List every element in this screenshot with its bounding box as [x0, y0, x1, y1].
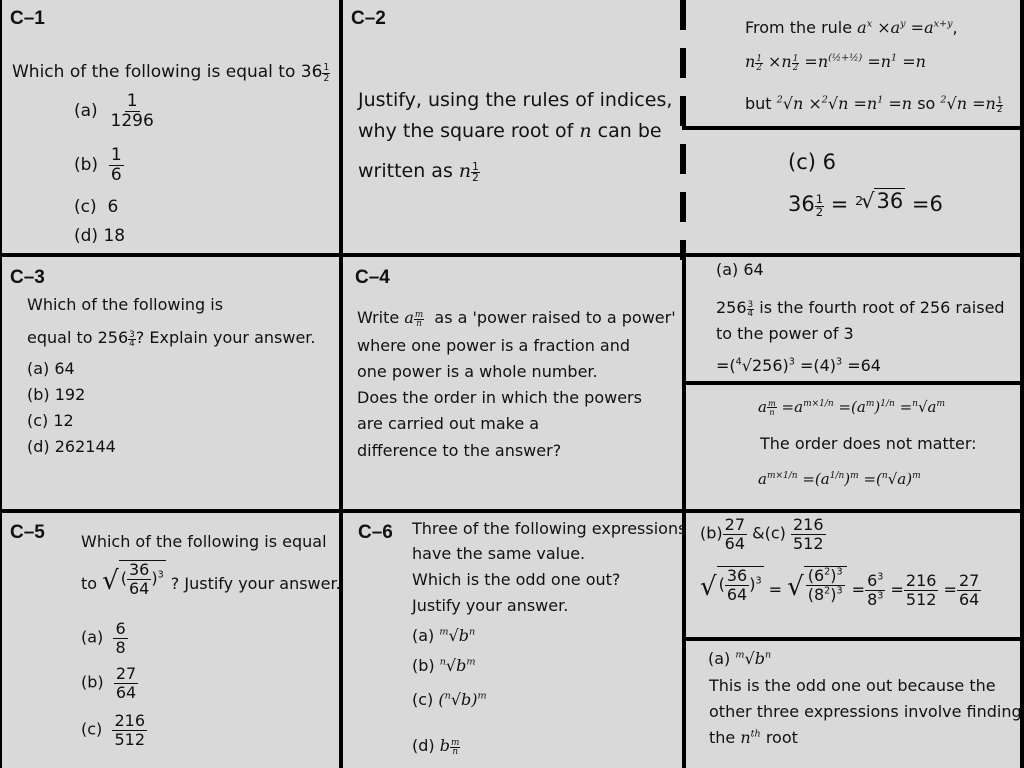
- answer-line3: the $n^{th}$ root: [709, 728, 798, 747]
- answer-line1: This is the odd one out because the: [709, 676, 996, 695]
- answer-line2: to the power of 3: [716, 324, 854, 343]
- option-b: (b) $\frac{1}{6}$: [74, 145, 122, 185]
- answer-working-2: $a^{m\times 1/n} =(a^{1/n})^m =(^n√a)^m$: [758, 470, 921, 488]
- question-text: Which of the following is equal to 36 $\frac{1}{2}$: [12, 62, 330, 84]
- card-id: C–1: [10, 8, 45, 29]
- answer-working: √ ( $\frac{36}{64}$ )$^3$ = √ $\frac{(6^2)^3}{(8^2)^3}$ = $\frac{6^3}{8^3}$ = $\frac{216}{512}$ = $\frac{27}{64}$: [700, 566, 980, 609]
- answer-label: (a) 64: [716, 260, 764, 279]
- rule-application: n $\frac{1}{2}$ ×n $\frac{1}{2}$ $=n^{(\frac{1}{2}+\frac{1}{2})} =n^1 =n$: [745, 52, 926, 74]
- option-a: (a) $^m√b^n$: [412, 626, 476, 645]
- answer-label: (c) 6: [788, 150, 836, 174]
- answer-label: (a) $^m√b^n$: [708, 649, 772, 668]
- option-c: (c) $\frac{216}{512}$: [81, 711, 145, 749]
- c4-line2: where one power is a fraction and: [357, 336, 631, 355]
- option-b: (b) $^n√b^m$: [412, 656, 476, 675]
- card-id: C–3: [10, 267, 45, 288]
- c2-line2: why the square root of n can be: [358, 120, 662, 142]
- option-b: (b) $\frac{27}{64}$: [81, 664, 137, 702]
- option-b: (b) 192: [27, 385, 86, 404]
- grid-vline-right-edge: [1020, 0, 1024, 768]
- option-a: (a) $\frac{6}{8}$: [81, 619, 126, 657]
- answer-working: $=(^4√256)^3 =(4)^3 =64$: [716, 356, 881, 375]
- grid-hline-right-2: [682, 381, 1024, 385]
- option-d: (d) b $\frac{m}{n}$: [412, 736, 460, 758]
- c6-line3: Which is the odd one out?: [412, 570, 621, 589]
- grid-hline-right-3: [682, 637, 1024, 641]
- option-a: (a) $\frac{1}{1296}$: [74, 91, 154, 131]
- option-d: (d) 18: [74, 226, 126, 246]
- c6-line2: have the same value.: [412, 544, 586, 563]
- card-id: C–5: [10, 522, 45, 543]
- c4-line3: one power is a whole number.: [357, 362, 598, 381]
- option-a: (a) 64: [27, 359, 75, 378]
- card-id: C–4: [355, 267, 390, 288]
- option-c: (c) $(^n√b)^m$: [412, 690, 487, 709]
- c3-line1: Which of the following is: [27, 295, 224, 314]
- answer-working: 36 $\frac{1}{2}$ = 2 √ 36 =6: [788, 189, 943, 219]
- answer-working-1: a $\frac{m}{n}$ $=a^{m\times 1/n} =(a^m)^{1/n} =^n√a^m$: [758, 398, 946, 418]
- option-c: (c) 12: [27, 411, 74, 430]
- c2-line1: Justify, using the rules of indices,: [358, 89, 673, 111]
- c2-line3: written as n $\frac{1}{2}$: [358, 160, 479, 185]
- c5-line1: Which of the following is equal: [81, 532, 327, 551]
- grid-hline-2: [0, 509, 1024, 513]
- grid-vline-2-dashed: [680, 0, 686, 260]
- grid-vline-left-edge: [0, 0, 2, 768]
- order-text: The order does not matter:: [760, 434, 977, 453]
- rule-line: From the rule $a^x \times a^y =a^{x+y}$,: [745, 18, 958, 37]
- answer-line2: other three expressions involve finding: [709, 702, 1022, 721]
- option-d: (d) 262144: [27, 437, 116, 456]
- c4-line6: difference to the answer?: [357, 441, 562, 460]
- grid-vline-2: [682, 258, 686, 768]
- answer-label: (b) $\frac{27}{64}$ &(c) $\frac{216}{512}$: [700, 515, 824, 553]
- option-c: (c) 6: [74, 197, 119, 217]
- exponent-fraction: $\frac{1}{2}$: [323, 62, 330, 84]
- answer-line1: 256 $\frac{3}{4}$ is the fourth root of 256 raised: [716, 298, 1005, 320]
- c6-line1: Three of the following expressions: [412, 519, 687, 538]
- grid-hline-1: [0, 253, 1024, 257]
- c4-line1: Write a $\frac{m}{n}$ as a 'power raised to a power': [357, 308, 676, 330]
- c5-line2: to √ ( $\frac{36}{64}$ )$^3$ ? Justify your answer.: [81, 560, 341, 598]
- c4-line5: are carried out make a: [357, 414, 540, 433]
- grid-vline-1: [339, 0, 343, 768]
- card-id: C–6: [358, 522, 393, 543]
- grid-hline-right-1: [682, 126, 1024, 130]
- but-line: but $^2√n \times^2√n =n^1 =n$ so $^2$√n =n $\frac{1}{2}$: [745, 94, 1003, 116]
- c3-line2: equal to 256 $\frac{3}{4}$ ? Explain your answer.: [27, 328, 316, 350]
- c4-line4: Does the order in which the powers: [357, 388, 642, 407]
- card-id: C–2: [351, 8, 386, 29]
- c6-line4: Justify your answer.: [412, 596, 569, 615]
